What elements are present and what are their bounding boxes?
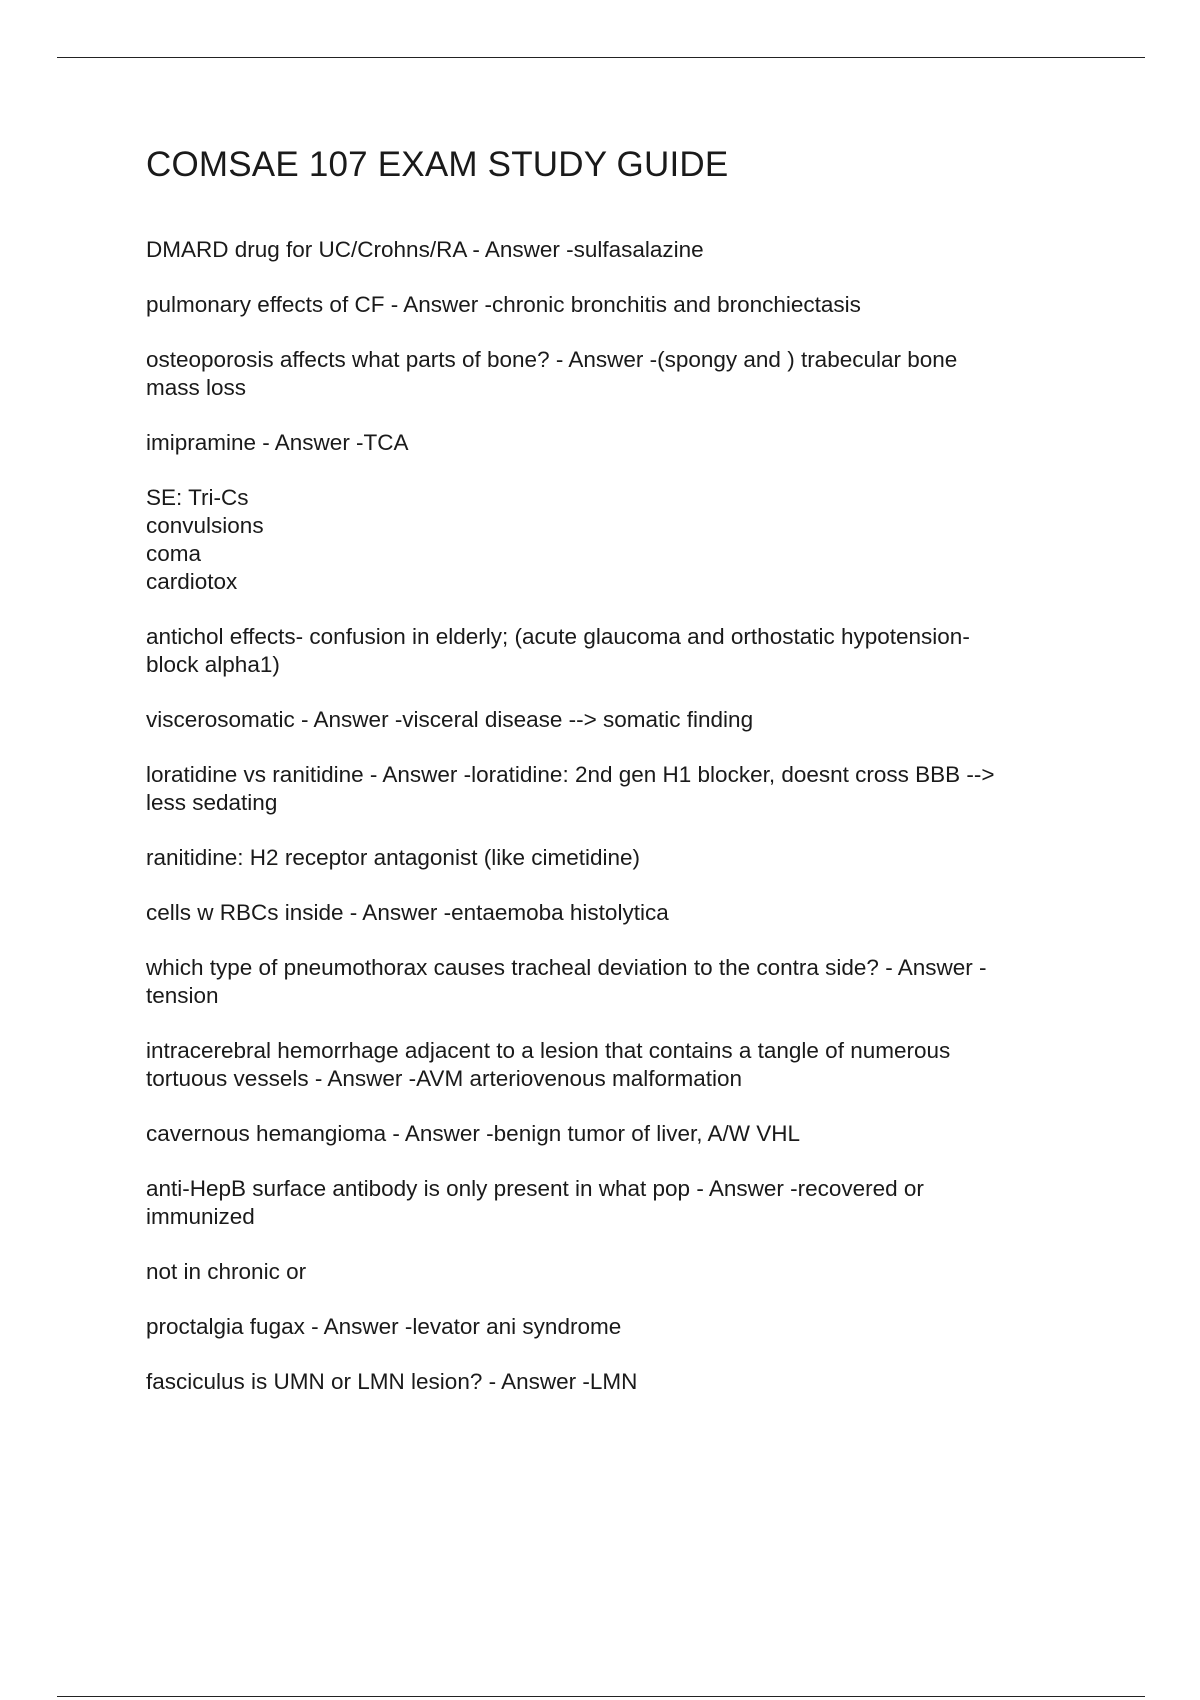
entry-dmard: DMARD drug for UC/Crohns/RA - Answer -sulfasalazine [146, 237, 704, 262]
bottom-rule [57, 1696, 1145, 1697]
entry-imipramine: imipramine - Answer -TCA [146, 430, 409, 455]
document-title: COMSAE 107 EXAM STUDY GUIDE [146, 145, 729, 184]
entry-hepb-antibody: anti-HepB surface antibody is only present in what pop - Answer -recovered or immunized [146, 1176, 924, 1229]
entry-list [146, 236, 1076, 1396]
entry-ranitidine: ranitidine: H2 receptor antagonist (like cimetidine) [146, 845, 640, 870]
entry-cf-pulmonary: pulmonary effects of CF - Answer -chronic bronchitis and bronchiectasis [146, 292, 861, 317]
entry-cavernous-hemangioma: cavernous hemangioma - Answer -benign tumor of liver, A/W VHL [146, 1121, 801, 1146]
entry-proctalgia-fugax: proctalgia fugax - Answer -levator ani syndrome [146, 1314, 622, 1339]
entry-osteoporosis: osteoporosis affects what parts of bone? - Answer -(spongy and ) trabecular bone mass loss [146, 347, 958, 400]
entry-antichol-effects: antichol effects- confusion in elderly; (acute glaucoma and orthostatic hypotension- block alpha1) [146, 624, 970, 677]
document-body [146, 143, 1076, 1423]
entry-intracerebral-hemorrhage: intracerebral hemorrhage adjacent to a lesion that contains a tangle of numerous tortuous vessels - Answer -AVM arteriovenous malformation [146, 1038, 951, 1091]
entry-viscerosomatic: viscerosomatic - Answer -visceral disease --> somatic finding [146, 707, 754, 732]
entry-rbc-cells: cells w RBCs inside - Answer -entaemoba histolytica [146, 900, 669, 925]
entry-loratidine-ranitidine: loratidine vs ranitidine - Answer -loratidine: 2nd gen H1 blocker, doesnt cross BBB --> less sedating [146, 762, 995, 815]
entry-fasciculus: fasciculus is UMN or LMN lesion? - Answer -LMN [146, 1369, 638, 1394]
entry-not-in-chronic: not in chronic or [146, 1259, 307, 1284]
top-rule [57, 57, 1145, 58]
entry-pneumothorax: which type of pneumothorax causes tracheal deviation to the contra side? - Answer - tension [146, 955, 987, 1008]
entry-tca-side-effects: SE: Tri-Cs convulsions coma cardiotox [146, 485, 264, 594]
